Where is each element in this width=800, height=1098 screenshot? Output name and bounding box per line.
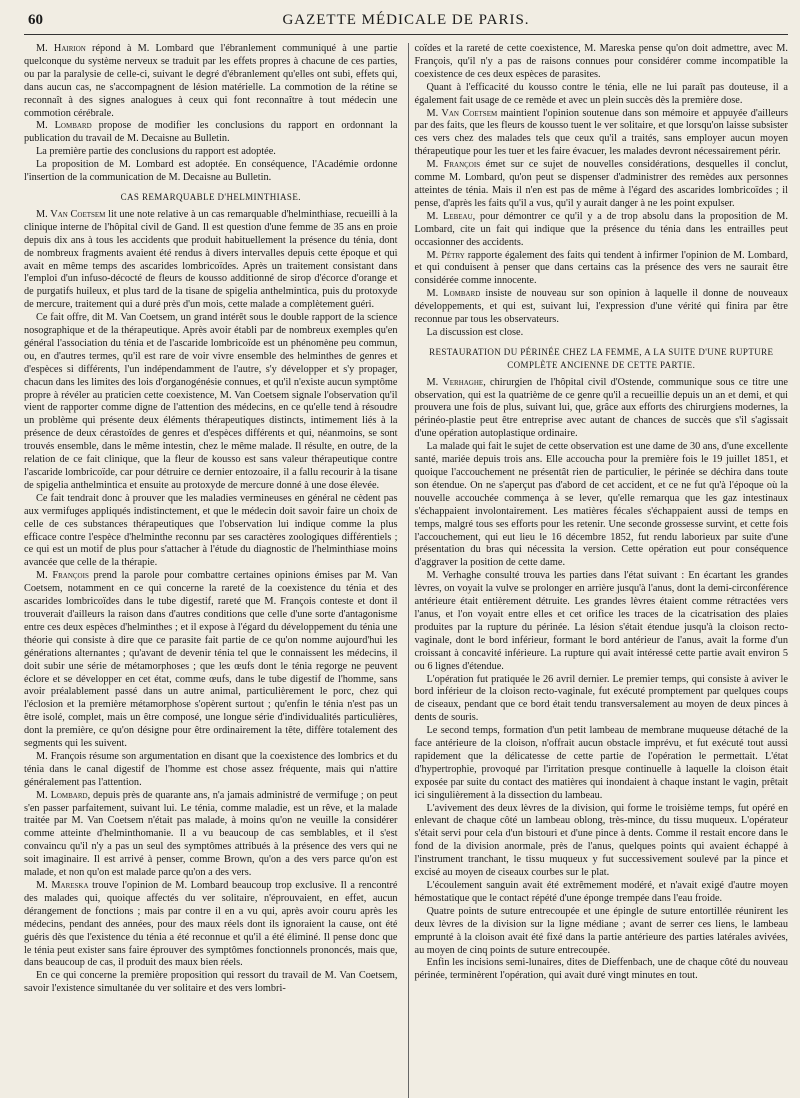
paragraph-text: L'opération fut pratiquée le 26 avril dernier. Le premier temps, qui consiste à aviver le bord inférieur de la cloison recto-vaginale, fut exécuté promptement par quelques coups de ciseaux, pendant que ce bord était tendu transversalement au moyen de deux pinces à dents de souris. bbox=[414, 673, 788, 724]
paragraph-text: Ce fait offre, dit M. Van Coetsem, un grand intérêt sous le double rapport de la science nosographique et de la thérapeutique. Après avoir établi par de nombreux exemples qu'en général l'association du ténia et de l'ascaride lombricoïde est un phénomène peu commun, ou, en d'autres termes, qu'il est rare de voir vivre ensemble des helminthes de genres et d'espèces si différents, l'un indépendamment de l'autre, s'y développer et s'y propager, chacun dans les limites des lois d'organogénésie connues, et qu'il n'existe aucun symptôme propre à révéler au praticien cette coexistence, M. Van Coetsem signale l'observation qu'il vient de rapporter comme digne de l'attention des médecins, en ce qu'elle tend à résoudre un problème qui présente deux éléments thérapeutiques distincts, intimement liés à la présence de deux cérastoïdes de genres et d'espèces différents et qui, néanmoins, se sont trouvés ensemble, dans le même intestin, chez le même malade. Il résulte, en outre, de la relation de ce fait clinique, que la fleur de kousso est sans valeur thérapeutique contre l'ascaride lombricoïde, car pour détruire ce dernier entozoaire, il a fallu recourir à la tisane de spigelia anthelmintica et ensuite au protoxyde de mercure donné à une dose élevée. bbox=[24, 312, 398, 491]
section-title bbox=[24, 191, 398, 204]
speaker-name: M. Hairion bbox=[36, 43, 86, 54]
section-title-line: CAS REMARQUABLE D'HELMINTHIASE. bbox=[120, 191, 301, 202]
paragraph-text: , depuis près de quarante ans, n'a jamais administré de vermifuge ; on peut s'en passer parfaitement, suivant lui. Le ténia, comme maladie, est un rêve, et la malade traitée par M. Van Coetsem n'était pas malade, à moins qu'on ne veuille la considérer comme atteinte d'helminthomanie. Il a vu beaucoup de cas semblables, et il s'est convaincu qu'il n'y a pas un seul des symptômes attribués à la présence des vers qui ne soit imaginaire. Il est arrivé à penser, comme Brown, qu'on a des vers parce qu'on est malade, et non qu'on est malade parce qu'on a des vers. bbox=[24, 789, 398, 879]
paragraph bbox=[415, 957, 789, 983]
paragraph-text: Quant à l'efficacité du kousso contre le ténia, elle ne lui paraît pas douteuse, il a également fait usage de ce remède et avec un plein succès dès la première dose. bbox=[414, 81, 788, 106]
paragraph bbox=[24, 493, 398, 570]
paragraph bbox=[415, 250, 789, 289]
paragraph-text: Enfin les incisions semi-lunaires, dites de Dieffenbach, une de chaque côté du nouveau périnée, terminèrent l'opération, qui avait duré vingt minutes en tout. bbox=[414, 957, 788, 982]
paragraph-text: Quatre points de suture entrecoupée et une épingle de suture entortillée réunirent les deux lèvres de la division sur la ligne médiane ; avant de serrer ces liens, le lambeau emprunté à la cloison avait été fixé dans la partie antérieure des parties latérales avivées, au moyen de cinq points de suture entrecoupée. bbox=[414, 905, 788, 956]
paragraph-text: Le second temps, formation d'un petit lambeau de membrane muqueuse détaché de la face antérieure de la cloison, n'offrait aucun obstacle imprévu, et fut exécuté tout aussi rapidement que la délicatesse de cette partie de l'opération le permettait. L'état d'hypertrophie, provoqué par l'irritation presque continuelle à laquelle la cloison était exposée par suite du contact des matières qui inondaient à chaque instant le vagin, prêtait ici singulièrement à la dissection du lambeau. bbox=[414, 725, 788, 801]
paragraph bbox=[415, 82, 789, 108]
speaker-name: M. Lombard bbox=[426, 288, 481, 300]
paragraph bbox=[415, 108, 789, 160]
section-title-line: COMPLÈTE ANCIENNE DE CETTE PARTIE. bbox=[507, 359, 696, 370]
paragraph-text: , chirurgien de l'hôpital civil d'Ostende, communique sous ce titre une observation, qui est la quatrième de ce genre qu'il a recueillie depuis un an et demi, et qui prouvera une fois de plus, suivant lui, que, grâce aux efforts des chirurgiens modernes, la périnéo-plastie peut être entreprise avec autant de chances de succès que s'il s'agissait d'une opération autoplastique ordinaire. bbox=[414, 376, 788, 440]
speaker-name: M. Verhaghe bbox=[426, 376, 484, 388]
paragraph bbox=[415, 288, 789, 327]
paragraph bbox=[24, 970, 398, 996]
page-header bbox=[24, 8, 788, 35]
section-title bbox=[415, 346, 789, 372]
speaker-name: M. Lombard bbox=[36, 789, 88, 801]
paragraph-text: coïdes et la rareté de cette coexistence, M. Mareska pense qu'on doit admettre, avec M. François, qu'il n'y a pas de raisons connues pour considérer comme incompatible la coexistence de ces deux espèces de parasites. bbox=[414, 43, 788, 80]
paragraph bbox=[24, 751, 398, 790]
text-columns bbox=[24, 43, 788, 1098]
paragraph bbox=[415, 159, 789, 211]
paragraph-text: En ce qui concerne la première proposition qui ressort du travail de M. Van Coetsem, savoir l'existence simultanée du ver solitaire et des vers lombri- bbox=[24, 970, 398, 995]
paragraph-text: insiste de nouveau sur son opinion à laquelle il donne de nouveaux développements, et qui est, suivant lui, l'expression d'une vérité qui finira par être reconnue par tous les observateurs. bbox=[414, 288, 788, 326]
paragraph bbox=[415, 906, 789, 958]
speaker-name: M. Van Coetsem bbox=[426, 107, 498, 119]
paragraph bbox=[415, 880, 789, 906]
paragraph bbox=[24, 209, 398, 312]
paragraph-text: prend la parole pour combattre certaines opinions émises par M. Van Coetsem, notamment en ce qui concerne la rareté de la coexistence du ténia et des ascarides lombricoïdes dans le tube digestif, rareté que M. François conteste et dont il trouverait d'ailleurs la raison dans d'autres conditions que celle d'une sorte d'antagonisme entre ces deux espèces d'helminthes ; et il expose à l'égard du développement du ténia une théorie qui consiste à dire que ce parasite fait partie de ce qu'on nomme aujourd'hui les générations alternantes ; qu'avant de devenir ténia tel que le connaissent les médecins, il doit subir une série de métamorphoses ; que les œufs dont le ténia regorge ne peuvent éclore et se développer en cet état, comme œufs, dans le tube digestif de l'homme, sans avoir préalablement passé dans un autre animal, particulièrement le porc, chez qui l'éclosion et la première métamorphose s'opèrent surtout ; qu'enfin le ténia n'est pas un être isolé, complet, mais un être composé, une longue série d'individualités particulières, dont la première, ce qu'on désigne pour être ordinairement la tête, diffère totalement des segments qui les suivent. bbox=[24, 570, 398, 750]
paragraph bbox=[415, 674, 789, 726]
speaker-name: M. Lombard bbox=[36, 120, 92, 132]
running-title: GAZETTE MÉDICALE DE PARIS. bbox=[282, 12, 530, 28]
paragraph-text: M. François résume son argumentation en disant que la coexistence des lombrics et du ténia dans le canal digestif de l'homme est chose assez fréquente, mais qui n'attire généralement pas l'attention. bbox=[24, 750, 398, 788]
paragraph-text: Ce fait tendrait donc à prouver que les maladies vermineuses en général ne cèdent pas aux vermifuges appliqués indistinctement, et que le médecin doit savoir faire un choix de celle de ces substances thérapeutiques que l'observation lui indique comme la plus efficace contre l'espèce d'helminthe reconnu par ses caractères zoologiques différentiels ; ce qui est un motif de plus pour s'attacher à l'étude du diagnostic de l'helminthiase moins avancée que celle de la thérapie. bbox=[24, 492, 398, 569]
speaker-name: M. Van Coetsem bbox=[36, 208, 106, 220]
paragraph bbox=[24, 880, 398, 970]
paragraph-text: rapporte également des faits qui tendent à infirmer l'opinion de M. Lombard, et qui conduisent à penser que dans certains cas la présence des vers ne saurait être considérée comme innocente. bbox=[414, 249, 788, 287]
paragraph-text: La première partie des conclusions du rapport est adoptée. bbox=[36, 146, 276, 158]
paragraph-text: La proposition de M. Lombard est adoptée. En conséquence, l'Académie ordonne l'insertion de la communication de M. Decaisne au Bulletin. bbox=[24, 159, 398, 184]
paragraph bbox=[415, 377, 789, 442]
paragraph-text: , pour démontrer ce qu'il y a de trop absolu dans la proposition de M. Lombard, cite un fait qui indique que la présence du ténia dans les entrailles peut occasionner des accidents. bbox=[414, 210, 788, 248]
paragraph-text: La malade qui fait le sujet de cette observation est une dame de 30 ans, d'une excellente santé, mariée depuis trois ans. Elle accoucha pour la première fois le 19 juillet 1851, et quoique l'accouchement ne présentât rien de particulier, le périnée se déchira dans toute son étendue. On ne s'aperçut pas d'abord de cet accident, et ce ne fut qu'à l'époque où la nouvelle accouchée commença à se lever, qu'elle remarqua que les gaz intestinaux s'échappaient involontairement. Les matières fécales s'échappaient aussi de temps en temps, malgré tous ses efforts pour les retenir. Une seconde grossesse survint, et cette fois l'accouchement, qui eut lieu le 16 décembre 1852, fut rendu laborieux par suite d'une présentation du bras qui nécessita la version. Cette opération eut pour conséquence d'aggraver la position de cette dame. bbox=[414, 441, 788, 569]
paragraph-text: propose de modifier les conclusions du rapport en ordonnant la publication du travail de M. Decaisne au Bulletin. bbox=[24, 120, 398, 145]
paragraph bbox=[415, 441, 789, 570]
page-number: 60 bbox=[28, 12, 43, 28]
section-title-line: RESTAURATION DU PÉRINÉE CHEZ LA FEMME, A LA SUITE D'UNE RUPTURE bbox=[429, 346, 774, 357]
paragraph bbox=[415, 43, 789, 82]
paragraph bbox=[415, 803, 789, 880]
paragraph-text: émet sur ce sujet de nouvelles considérations, desquelles il conclut, comme M. Lombard, qu'on peut se dispenser d'administrer des remèdes aux personnes atteintes de ténia. Mais il n'en est pas de même à l'égard des ascarides lombricoïdes ; il pense, d'après les faits qu'il a vus, qu'il y aurait danger à ne les point expulser. bbox=[414, 159, 788, 209]
speaker-name: M. François bbox=[36, 570, 89, 582]
paragraph-text: lit une note relative à un cas remarquable d'helminthiase, recueilli à la clinique interne de l'hôpital civil de Gand. Il est question d'une femme de 35 ans en proie depuis dix ans à tous les accidents que produit habituellement la présence du ténia, dont de nombreux fragments avaient été rendus à divers intervalles depuis cette époque et qui avait en même temps des ascarides lombricoïdes. Après un traitement consistant dans l'emploi d'un infuso-décocté de fleurs de kousso additionné de sirop d'écorce d'orange et de purgatifs huileux, et plus tard de la tisane de spigelia anthelmintica, puis du protoxyde de mercure, traitement qui a duré près d'un mois, cette malade a complètement guéri. bbox=[24, 208, 398, 311]
paragraph bbox=[24, 43, 398, 120]
paragraph-text: trouve l'opinion de M. Lombard beaucoup trop exclusive. Il a rencontré des malades qui, quoique affectés du ver solitaire, n'éprouvaient, en effet, aucun dérangement de fonctions ; mais par contre il en a vu qui, après avoir couru après les médecins, pendant des années, pour des maux réels dont ils ignoraient la cause, ont été guéris dès que l'existence du ténia a été reconnue et qu'il a été éliminé. Il pense donc que le ténia peut exister sans faire éprouver des symptômes fonctionnels prononcés, mais que, dans beaucoup de cas, il produit des maux bien réels. bbox=[24, 880, 398, 969]
speaker-name: M. Lebeau bbox=[426, 210, 473, 222]
paragraph bbox=[415, 211, 789, 250]
speaker-name: M. François bbox=[426, 159, 481, 171]
paragraph bbox=[24, 120, 398, 146]
paragraph-text: répond à M. Lombard que l'ébranlement communiqué à une partie quelconque du système nerveux se traduit par les effets propres à chacune de ces parties, ou par la paralysie de celle-ci, suivant le degré d'ébranlement qu'elles ont subi, effets qui, dans aucun cas, ne s'accompagnent de lésion matérielle. La commotion de la rétine se reconnaît à des signes analogues à ceux qui font reconnaître à tout médecin une commotion cérébrale. bbox=[24, 43, 398, 119]
paragraph bbox=[24, 312, 398, 493]
paragraph-text: La discussion est close. bbox=[426, 326, 524, 338]
right-column bbox=[408, 43, 789, 1098]
speaker-name: M. Mareska bbox=[36, 880, 89, 891]
paragraph-text: L'avivement des deux lèvres de la division, qui forme le troisième temps, fut opéré en enlevant de chaque côté un lambeau oblong, très-mince, du tissu muqueux. L'opérateur s'était servi pour cela d'un bistouri et d'une pince à dents. Comme il restait encore dans le fond de la division anormale, près de l'anus, quelques points qui avaient échappé à l'instrument tranchant, le tissu muqueux y fut successivement soulevé par la pince et excisé au moyen de ciseaux courbes sur le plat. bbox=[414, 802, 788, 879]
paragraph bbox=[24, 790, 398, 880]
paragraph bbox=[415, 725, 789, 802]
paragraph bbox=[24, 159, 398, 185]
paragraph bbox=[24, 146, 398, 159]
paragraph bbox=[415, 570, 789, 673]
paragraph bbox=[415, 327, 789, 340]
paragraph-text: L'écoulement sanguin avait été extrêmement modéré, et n'avait exigé d'autre moyen hémostatique que le contact répété d'une éponge trempée dans l'eau froide. bbox=[414, 880, 788, 904]
paragraph bbox=[24, 570, 398, 751]
left-column bbox=[24, 43, 398, 1098]
paragraph-text: maintient l'opinion soutenue dans son mémoire et appuyée d'ailleurs par des faits, que les fleurs de kousso tuent le ver solitaire, et que lorsqu'on laisse subsister ces vers chez des malades tels que ceux qu'il a traités, sans employer aucun moyen thérapeutique pour les tuer et les faire évacuer, les malades devront nécessairement périr. bbox=[414, 107, 788, 158]
speaker-name: M. Pétry bbox=[426, 249, 465, 261]
paragraph-text: M. Verhaghe consulté trouva les parties dans l'état suivant : En écartant les grandes lèvres, on voyait la vulve se prolonger en arrière jusqu'à l'anus, dont la demi-circonférence antérieure était entièrement détruite. Les grandes lèvres étaient comme rétractées vers l'anus, et l'on voyait entre elles et cet orifice les traces de la cicatrisation des plaies produites par la rupture du périnée. La lésion s'était étendue jusqu'à la cloison recto-vaginale, dont le bord inférieur, formant le bord antérieur de l'anus, avait la forme d'un croissant à concavité inférieure. La rupture qui avait intéressé cette partie avait environ 5 ou 6 lignes d'étendue. bbox=[414, 570, 788, 672]
